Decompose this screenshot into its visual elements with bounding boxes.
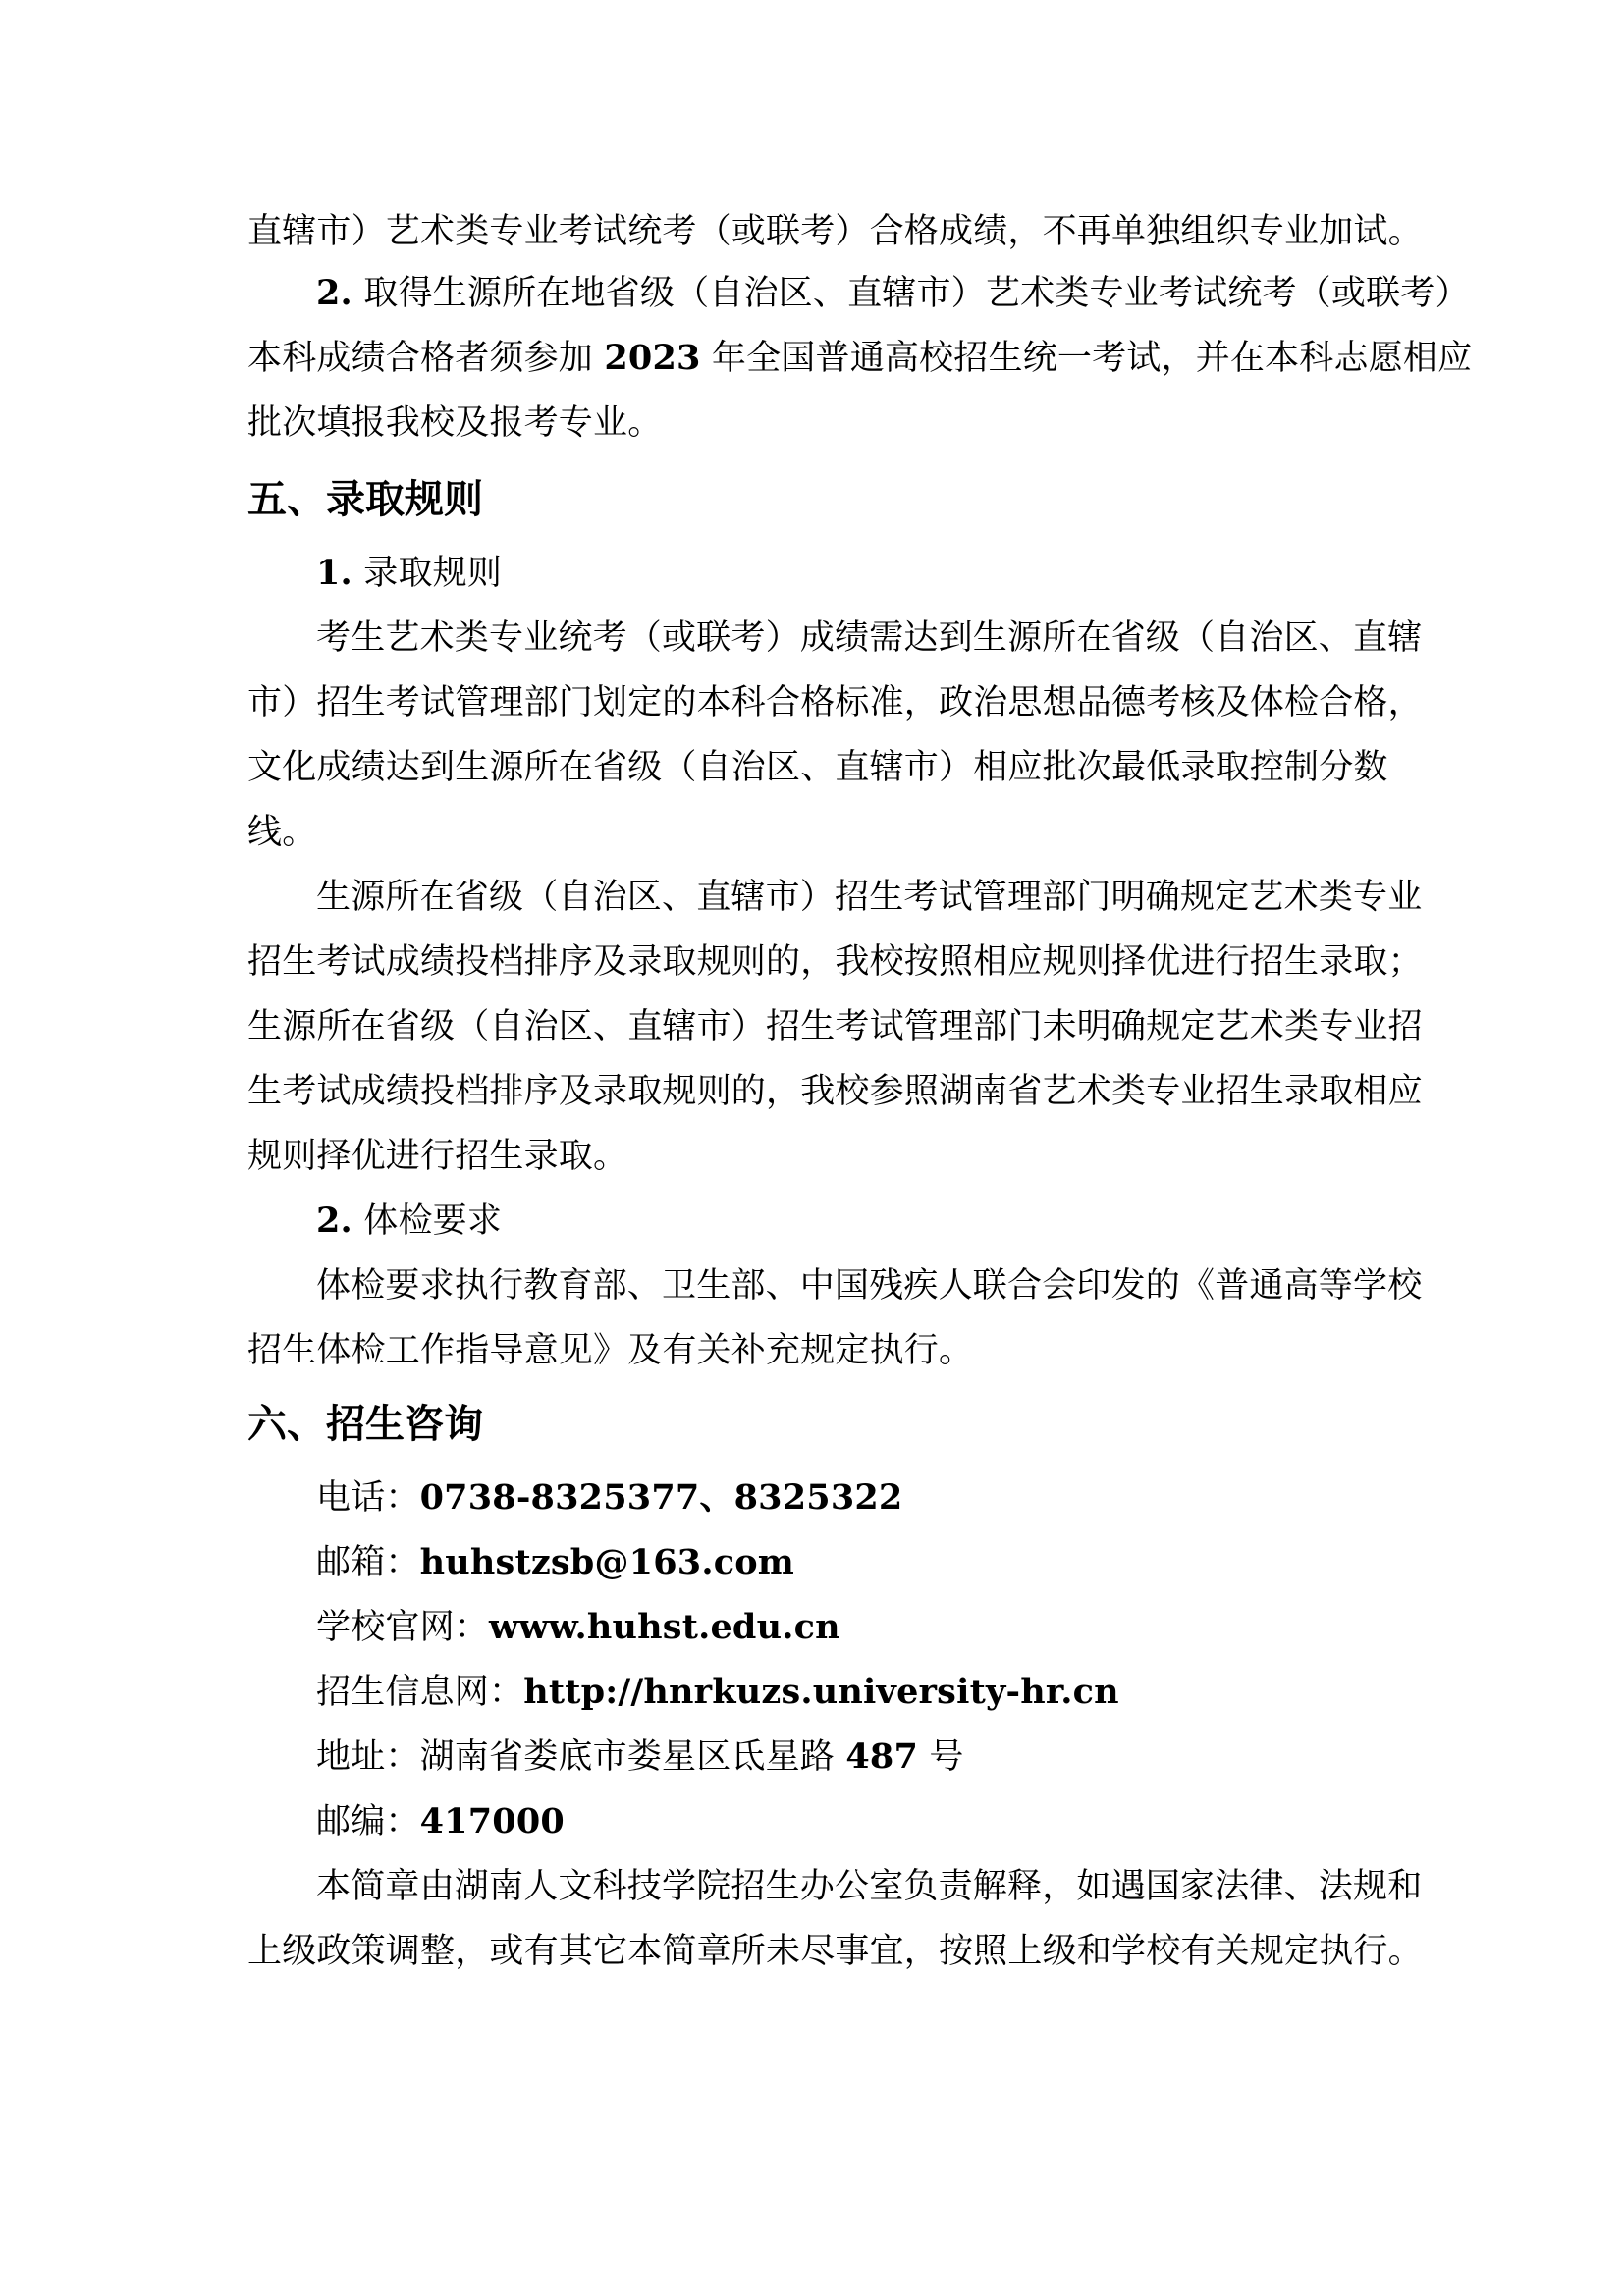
intro-item-2-line-2 — [247, 336, 1472, 381]
item-text: 取得生源所在地省级（自治区、直辖市）艺术类专业考试统考（或联考） — [363, 274, 1470, 313]
paragraph-1-line-1: 考生艺术类专业统考（或联考）成绩需达到生源所在省级（自治区、直辖 — [316, 618, 1423, 658]
website-label: 学校官网： — [316, 1608, 490, 1647]
address-text-b: 号 — [929, 1737, 964, 1777]
contact-address — [316, 1735, 964, 1780]
contact-zip — [316, 1799, 565, 1844]
info-site-value: http://hnrkuzs.university-hr.cn — [523, 1672, 1119, 1712]
contact-phone — [316, 1475, 903, 1521]
paragraph-2-line-1: 生源所在省级（自治区、直辖市）招生考试管理部门明确规定艺术类专业 — [316, 878, 1423, 917]
address-label: 地址： — [316, 1737, 420, 1777]
email-label: 邮箱： — [316, 1543, 420, 1582]
year-number: 2023 — [604, 338, 701, 378]
closing-line-1: 本简章由湖南人文科技学院招生办公室负责解释，如遇国家法律、法规和 — [316, 1867, 1423, 1906]
item-text-b: 年全国普通高校招生统一考试，并在本科志愿相应 — [711, 339, 1473, 378]
info-site-label: 招生信息网： — [316, 1673, 524, 1712]
subsection-title: 录取规则 — [363, 554, 503, 593]
contact-info-site — [316, 1670, 1119, 1715]
intro-item-2-line-1 — [316, 271, 1470, 316]
intro-line-1: 直辖市）艺术类专业考试统考（或联考）合格成绩，不再单独组织专业加试。 — [247, 212, 1423, 251]
address-text-a: 湖南省娄底市娄星区氐星路 — [419, 1737, 836, 1777]
subsection-number: 2. — [316, 1201, 352, 1241]
paragraph-1-line-4: 线。 — [247, 813, 317, 852]
paragraph-2-line-3: 生源所在省级（自治区、直辖市）招生考试管理部门未明确规定艺术类专业招 — [247, 1007, 1423, 1046]
item-number: 2. — [316, 273, 352, 313]
subsection-2-heading — [316, 1199, 502, 1244]
phone-value: 0738-8325377、8325322 — [419, 1477, 903, 1518]
phone-label: 电话： — [316, 1478, 420, 1518]
item-text-a: 本科成绩合格者须参加 — [247, 339, 594, 378]
paragraph-2-line-4: 生考试成绩投档排序及录取规则的，我校参照湖南省艺术类专业招生录取相应 — [247, 1072, 1423, 1111]
paragraph-1-line-3: 文化成绩达到生源所在省级（自治区、直辖市）相应批次最低录取控制分数 — [247, 748, 1388, 787]
paragraph-2-line-5: 规则择优进行招生录取。 — [247, 1137, 628, 1176]
paragraph-3-line-1: 体检要求执行教育部、卫生部、中国残疾人联合会印发的《普通高等学校 — [316, 1266, 1423, 1306]
paragraph-2-line-2: 招生考试成绩投档排序及录取规则的，我校按照相应规则择优进行招生录取； — [247, 942, 1423, 982]
email-value: huhstzsb@163.com — [419, 1542, 795, 1582]
section-6-heading: 六、招生咨询 — [247, 1402, 483, 1447]
subsection-1-heading — [316, 551, 502, 596]
contact-email — [316, 1540, 794, 1585]
address-number: 487 — [845, 1736, 919, 1777]
contact-website — [316, 1605, 840, 1650]
subsection-title: 体检要求 — [363, 1201, 503, 1241]
section-5-heading: 五、录取规则 — [247, 477, 483, 522]
paragraph-3-line-2: 招生体检工作指导意见》及有关补充规定执行。 — [247, 1331, 974, 1370]
closing-line-2: 上级政策调整，或有其它本简章所未尽事宜，按照上级和学校有关规定执行。 — [247, 1932, 1423, 1971]
subsection-number: 1. — [316, 553, 352, 593]
website-value: www.huhst.edu.cn — [489, 1607, 840, 1647]
intro-item-2-line-3: 批次填报我校及报考专业。 — [247, 403, 663, 443]
paragraph-1-line-2: 市）招生考试管理部门划定的本科合格标准，政治思想品德考核及体检合格， — [247, 683, 1423, 722]
zip-value: 417000 — [419, 1801, 565, 1842]
zip-label: 邮编： — [316, 1802, 420, 1842]
